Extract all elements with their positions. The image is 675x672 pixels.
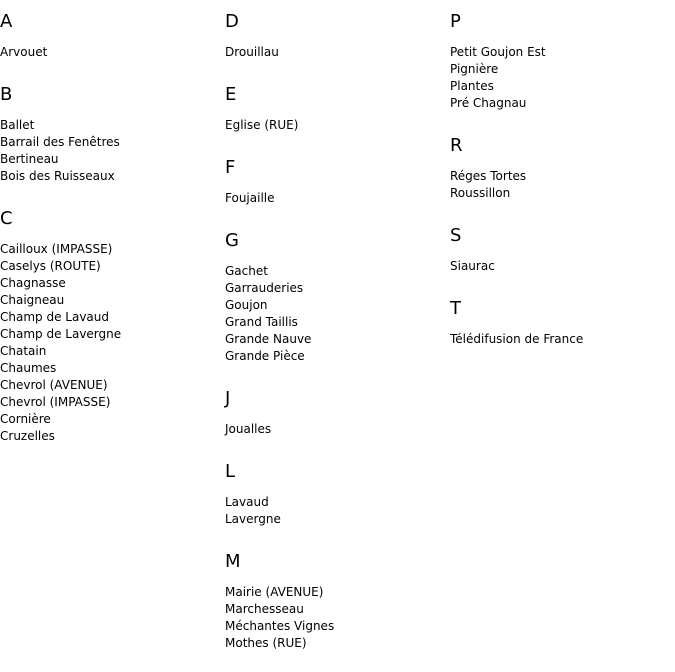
street-name: Champ de Lavergne xyxy=(0,327,122,341)
street-name: Chaumes xyxy=(0,361,57,375)
letter-group-a xyxy=(0,8,220,61)
street-name: Goujon xyxy=(225,298,268,312)
street-name: Lavaud xyxy=(225,495,269,509)
street-name: Joualles xyxy=(225,422,272,436)
street-name: Ballet xyxy=(0,118,35,132)
street-list xyxy=(225,421,445,438)
street-list xyxy=(0,44,220,61)
street-name: Chevrol (AVENUE) xyxy=(0,378,108,392)
street-name: Méchantes Vignes xyxy=(225,619,335,633)
street-name: Drouillau xyxy=(225,45,279,59)
letter-group-j xyxy=(225,385,445,438)
street-index-column-2 xyxy=(225,8,445,672)
letter-group-l xyxy=(225,458,445,528)
street-name: Grande Nauve xyxy=(225,332,312,346)
street-list xyxy=(0,117,220,185)
letter-heading: J xyxy=(225,388,231,409)
letter-group-p xyxy=(450,8,670,112)
street-name: Réges Tortes xyxy=(450,169,527,183)
street-name: Mothes (RUE) xyxy=(225,636,307,650)
street-name: Chevrol (IMPASSE) xyxy=(0,395,111,409)
letter-heading: R xyxy=(450,135,463,156)
letter-group-s xyxy=(450,222,670,275)
street-name: Chatain xyxy=(0,344,47,358)
street-list xyxy=(225,584,445,652)
street-name: Cruzelles xyxy=(0,429,55,443)
letter-heading: F xyxy=(225,157,236,178)
street-name: Lavergne xyxy=(225,512,281,526)
letter-group-e xyxy=(225,81,445,134)
street-list xyxy=(225,44,445,61)
letter-heading: B xyxy=(0,84,13,105)
street-name: Bois des Ruisseaux xyxy=(0,169,115,183)
street-name: Télédifusion de France xyxy=(450,332,584,346)
street-name: Petit Goujon Est xyxy=(450,45,546,59)
street-name: Caselys (ROUTE) xyxy=(0,259,101,273)
street-name: Siaurac xyxy=(450,259,495,273)
street-name: Mairie (AVENUE) xyxy=(225,585,324,599)
letter-group-r xyxy=(450,132,670,202)
street-name: Cailloux (IMPASSE) xyxy=(0,242,113,256)
letter-heading: E xyxy=(225,84,237,105)
street-list xyxy=(450,258,670,275)
street-list xyxy=(450,168,670,202)
street-name: Marchesseau xyxy=(225,602,304,616)
letter-heading: M xyxy=(225,551,241,572)
letter-group-f xyxy=(225,154,445,207)
street-list xyxy=(450,44,670,112)
letter-heading: A xyxy=(0,11,13,32)
letter-heading: L xyxy=(225,461,236,482)
letter-heading: S xyxy=(450,225,462,246)
street-list xyxy=(0,241,220,445)
street-name: Barrail des Fenêtres xyxy=(0,135,120,149)
letter-heading: T xyxy=(450,298,461,319)
letter-group-d xyxy=(225,8,445,61)
street-name: Chaigneau xyxy=(0,293,65,307)
street-name: Bertineau xyxy=(0,152,59,166)
street-name: Pignière xyxy=(450,62,499,76)
letter-group-g xyxy=(225,227,445,365)
street-name: Champ de Lavaud xyxy=(0,310,109,324)
street-name: Grande Pièce xyxy=(225,349,305,363)
letter-group-b xyxy=(0,81,220,185)
street-name: Eglise (RUE) xyxy=(225,118,299,132)
letter-heading: G xyxy=(225,230,239,251)
street-list xyxy=(450,331,670,348)
letter-group-m xyxy=(225,548,445,652)
street-name: Plantes xyxy=(450,79,494,93)
street-name: Cornière xyxy=(0,412,51,426)
street-name: Foujaille xyxy=(225,191,275,205)
street-index-column-1 xyxy=(0,8,220,465)
letter-group-c xyxy=(0,205,220,445)
street-name: Pré Chagnau xyxy=(450,96,527,110)
letter-heading: D xyxy=(225,11,239,32)
street-index-column-3 xyxy=(450,8,670,368)
street-name: Arvouet xyxy=(0,45,48,59)
street-name: Grand Taillis xyxy=(225,315,298,329)
street-list xyxy=(225,263,445,365)
street-list xyxy=(225,494,445,528)
street-name: Roussillon xyxy=(450,186,511,200)
street-name: Gachet xyxy=(225,264,268,278)
street-list xyxy=(225,190,445,207)
letter-heading: P xyxy=(450,11,461,32)
street-name: Garrauderies xyxy=(225,281,304,295)
letter-group-t xyxy=(450,295,670,348)
street-list xyxy=(225,117,445,134)
letter-heading: C xyxy=(0,208,13,229)
street-name: Chagnasse xyxy=(0,276,66,290)
